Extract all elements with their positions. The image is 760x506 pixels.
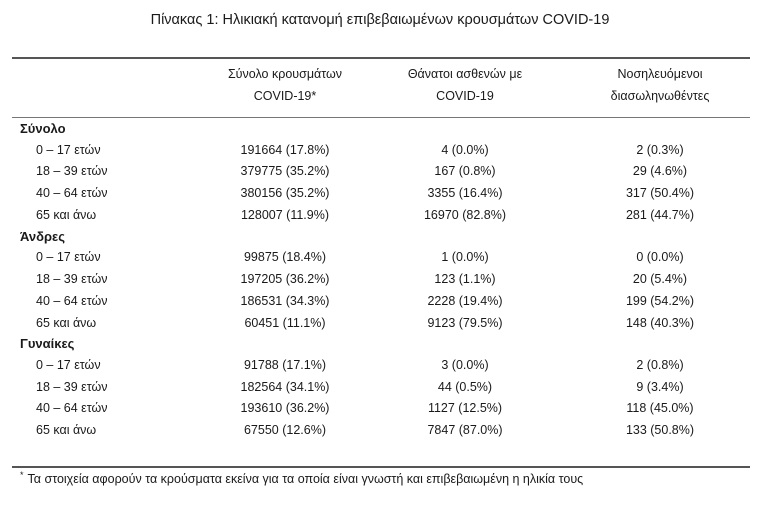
deaths-cell: 167 (0.8%) xyxy=(434,164,496,179)
cases-cell: 191664 (17.8%) xyxy=(240,142,330,157)
intubated-cell: 29 (4.6%) xyxy=(632,164,688,179)
table-row xyxy=(0,355,760,377)
table-bottom-rule xyxy=(12,466,750,468)
cases-cell: 91788 (17.1%) xyxy=(243,357,326,372)
cases-cell: 380156 (35.2%) xyxy=(240,186,330,201)
intubated-cell: 0 (0.0%) xyxy=(636,250,684,265)
age-cell: 65 και άνω xyxy=(36,207,97,222)
age-cell: 0 – 17 ετών xyxy=(36,250,101,265)
intubated-cell: 281 (44.7%) xyxy=(625,207,695,222)
deaths-cell: 1127 (12.5%) xyxy=(427,401,503,416)
age-cell: 65 και άνω xyxy=(36,315,97,330)
column-header-line: COVID-19* xyxy=(253,89,317,103)
column-header-cases xyxy=(205,63,365,107)
intubated-cell: 148 (40.3%) xyxy=(625,315,695,330)
intubated-cell: 9 (3.4%) xyxy=(636,379,684,394)
intubated-cell: 20 (5.4%) xyxy=(632,271,688,286)
deaths-cell: 123 (1.1%) xyxy=(434,271,496,286)
intubated-cell: 199 (54.2%) xyxy=(625,293,695,308)
table-top-rule xyxy=(12,57,750,59)
deaths-cell: 3355 (16.4%) xyxy=(427,186,503,201)
table-row xyxy=(0,291,760,313)
cases-cell: 186531 (34.3%) xyxy=(240,293,330,308)
table-title: Πίνακας 1: Ηλικιακή κατανομή επιβεβαιωμένων κρουσμάτων COVID-19 xyxy=(150,12,610,28)
deaths-cell: 7847 (87.0%) xyxy=(427,423,503,438)
column-header-line: COVID-19 xyxy=(436,89,494,103)
column-header-line: Σύνολο κρουσμάτων xyxy=(227,67,343,81)
deaths-cell: 2228 (19.4%) xyxy=(427,293,503,308)
table-row xyxy=(0,313,760,335)
table-row xyxy=(0,140,760,162)
table-row xyxy=(0,377,760,399)
deaths-cell: 4 (0.0%) xyxy=(441,142,489,157)
cases-cell: 128007 (11.9%) xyxy=(240,207,330,222)
age-cell: 0 – 17 ετών xyxy=(36,357,101,372)
cases-cell: 379775 (35.2%) xyxy=(240,164,330,179)
age-cell: 18 – 39 ετών xyxy=(36,379,108,394)
column-header-line: διασωληνωθέντες xyxy=(610,89,710,103)
cases-cell: 182564 (34.1%) xyxy=(240,379,330,394)
age-cell: 65 και άνω xyxy=(36,423,97,438)
cases-cell: 193610 (36.2%) xyxy=(240,401,330,416)
column-header-line: Θάνατοι ασθενών με xyxy=(407,67,523,81)
group-label-women: Γυναίκες xyxy=(20,336,75,352)
intubated-cell: 133 (50.8%) xyxy=(625,423,695,438)
footnote xyxy=(20,470,583,486)
table-row xyxy=(0,161,760,183)
table-row xyxy=(0,205,760,227)
age-cell: 40 – 64 ετών xyxy=(36,186,108,201)
table-row xyxy=(0,247,760,269)
deaths-cell: 16970 (82.8%) xyxy=(423,207,506,222)
deaths-cell: 3 (0.0%) xyxy=(441,357,489,372)
header-divider-rule xyxy=(12,117,750,118)
column-header-intubated xyxy=(570,63,750,107)
deaths-cell: 44 (0.5%) xyxy=(437,379,493,394)
cases-cell: 67550 (12.6%) xyxy=(243,423,326,438)
column-header-deaths xyxy=(385,63,545,107)
cases-cell: 197205 (36.2%) xyxy=(240,271,330,286)
age-cell: 0 – 17 ετών xyxy=(36,142,101,157)
footnote-text: Τα στοιχεία αφορούν τα κρούσματα εκείνα για τα οποία είναι γνωστή και επιβεβαιωμένη η ηλικία τους xyxy=(27,472,584,487)
cases-cell: 60451 (11.1%) xyxy=(244,315,326,330)
table-row xyxy=(0,183,760,205)
deaths-cell: 1 (0.0%) xyxy=(441,250,489,265)
group-label-total: Σύνολο xyxy=(20,121,66,136)
table-row xyxy=(0,420,760,442)
age-cell: 18 – 39 ετών xyxy=(36,271,108,286)
intubated-cell: 118 (45.0%) xyxy=(626,401,694,416)
footnote-marker: * xyxy=(20,470,24,480)
intubated-cell: 2 (0.3%) xyxy=(636,142,684,157)
age-cell: 40 – 64 ετών xyxy=(36,293,108,308)
age-cell: 18 – 39 ετών xyxy=(36,164,108,179)
intubated-cell: 2 (0.8%) xyxy=(636,357,684,372)
column-header-line: Νοσηλευόμενοι xyxy=(617,67,703,81)
cases-cell: 99875 (18.4%) xyxy=(243,250,326,265)
age-cell: 40 – 64 ετών xyxy=(36,401,108,416)
table-row xyxy=(0,269,760,291)
table-row xyxy=(0,398,760,420)
group-label-men: Άνδρες xyxy=(20,228,65,244)
deaths-cell: 9123 (79.5%) xyxy=(427,315,503,330)
intubated-cell: 317 (50.4%) xyxy=(625,186,695,201)
table-body xyxy=(0,119,760,442)
